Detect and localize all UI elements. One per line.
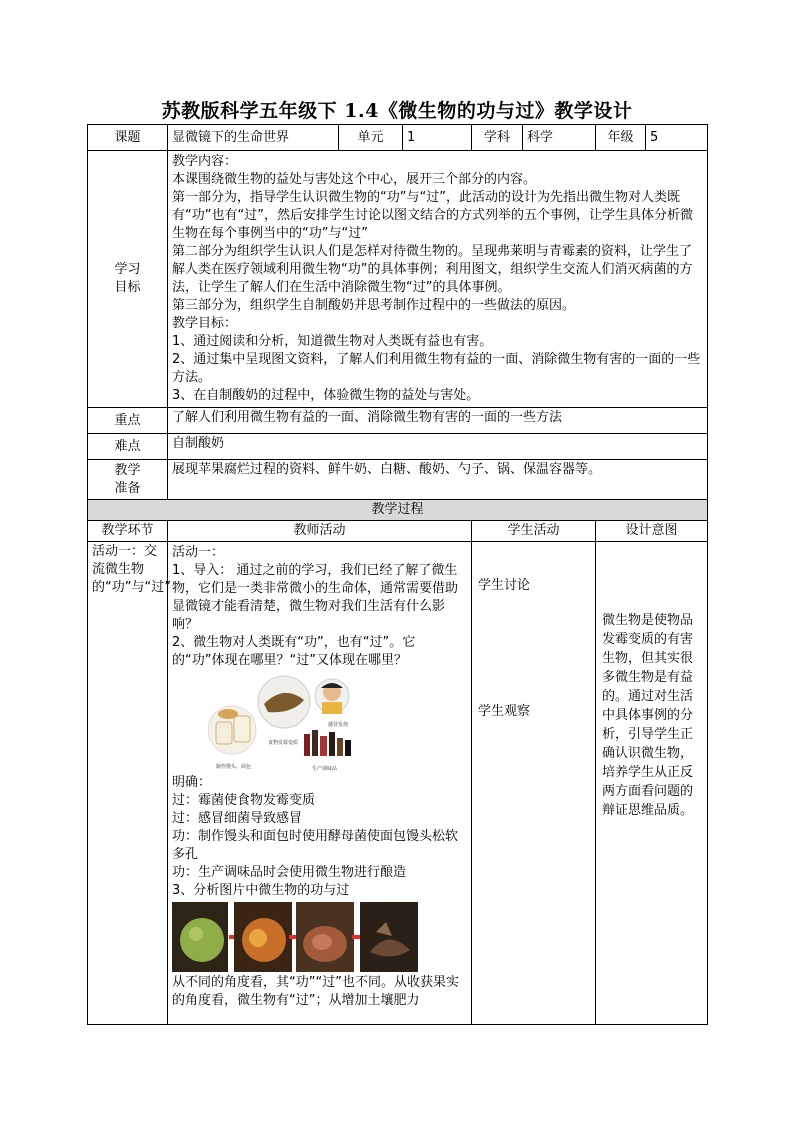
col-student: 学生活动 xyxy=(472,521,596,542)
col-intent: 设计意图 xyxy=(596,521,708,542)
goals-paragraph: 1、通过阅读和分析，知道微生物对人类既有益也有害。 xyxy=(172,334,493,349)
prep-label xyxy=(88,460,168,500)
fresh-apple-icon xyxy=(180,918,224,962)
caption-bread: 制作馒头、面包 xyxy=(216,764,252,770)
clarify-item: 过：霉菌使食物发霉变质 xyxy=(172,793,316,808)
key-row xyxy=(88,408,708,434)
bread-icon xyxy=(216,722,232,744)
topic-label: 课题 xyxy=(88,125,168,151)
goals-row xyxy=(88,151,708,408)
clarify-item: 功：制作馒头和面包时使用酵母菌使面包馒头松软多孔 xyxy=(172,829,459,862)
goals-paragraph: 2、通过集中呈现图文资料，了解人们利用微生物有益的一面、消除微生物有害的一面的一些方法。 xyxy=(172,352,701,385)
teacher-heading: 活动一： xyxy=(172,545,225,560)
difficulty-value: 自制酸奶 xyxy=(168,434,708,460)
unit-value: 1 xyxy=(403,125,472,151)
teacher-question: 2、微生物对人类既有“功”，也有“过”。它的“功”体现在哪里？“过”又体现在哪里？ xyxy=(172,635,416,668)
clarify-heading: 明确： xyxy=(172,775,212,790)
clarify-item: 过：感冒细菌导致感冒 xyxy=(172,811,303,826)
info-row xyxy=(88,125,708,151)
goals-content xyxy=(168,151,708,408)
apple-rotting-figure xyxy=(172,902,467,972)
caption-moldy-food: 食物发霉变质 xyxy=(268,740,299,746)
clarify-item: 功：生产调味品时会使用微生物进行酿造 xyxy=(172,865,407,880)
goals-paragraph: 教学内容： xyxy=(172,154,238,169)
subject-label: 学科 xyxy=(472,125,523,151)
caption-cold: 感冒发烧 xyxy=(328,722,349,728)
analysis-heading: 3、分析图片中微生物的功与过 xyxy=(172,883,350,898)
grade-label: 年级 xyxy=(596,125,646,151)
col-teacher: 教师活动 xyxy=(168,521,472,542)
activity-stage: 活动一：交流微生物的“功”与“过” xyxy=(88,542,168,1025)
col-stage: 教学环节 xyxy=(88,521,168,542)
process-columns-row xyxy=(88,521,708,542)
goals-paragraph: 3、在自制酸奶的过程中，体验微生物的益处与害处。 xyxy=(172,388,480,403)
prep-row xyxy=(88,460,708,500)
process-header: 教学过程 xyxy=(88,500,708,521)
microbe-examples-figure xyxy=(208,674,368,774)
page-title: 苏教版科学五年级下 1.4《微生物的功与过》教学设计 xyxy=(161,100,633,122)
activity-row xyxy=(88,542,708,1025)
caption-condiments: 生产调味品 xyxy=(312,766,338,772)
goals-label-line2: 目标 xyxy=(114,280,141,295)
goals-paragraph: 第一部分为，指导学生认识微生物的“功”与“过”，此活动的设计为先指出微生物对人类既有“功”也有“过”，然后安排学生讨论以图文结合的方式列举的五个事例，让学生具体分析微生物在每个事例当中的“功”与“过” xyxy=(172,190,693,241)
prep-label-line2: 准备 xyxy=(114,480,141,496)
design-intent-text: 微生物是使物品发霉变质的有害生物，但其实很多微生物是有益的。通过对生活中具体事例的分析，引导学生正确认识微生物，培养学生从正反两方面看问题的辩证思维品质。 xyxy=(602,613,694,818)
lesson-plan-table xyxy=(87,124,708,1025)
student-activity xyxy=(472,542,596,1025)
key-value: 了解人们利用微生物有益的一面、消除微生物有害的一面的一些方法 xyxy=(168,408,708,434)
goals-paragraph: 本课围绕微生物的益处与害处这个中心，展开三个部分的内容。 xyxy=(172,172,537,187)
topic-value: 显微镜下的生命世界 xyxy=(168,125,339,151)
goals-paragraph: 第三部分为，组织学生自制酸奶并思考制作过程中的一些做法的原因。 xyxy=(172,298,576,313)
teacher-activity xyxy=(168,542,472,1025)
key-label: 重点 xyxy=(88,408,168,434)
process-header-row xyxy=(88,500,708,521)
design-intent xyxy=(596,542,708,1025)
apple-rotting-sequence xyxy=(172,902,418,972)
teacher-intro: 1、导入： 通过之前的学习，我们已经了解了微生物，它们是一类非常微小的生命体，通常需要借助显微镜才能看清楚，微生物对我们生活有什么影响？ xyxy=(172,563,459,632)
analysis-text: 从不同的角度看，其“功”“过”也不同。从收获果实的角度看，微生物有“过”；从增加土壤肥力 xyxy=(172,975,459,1008)
goals-label-line1: 学习 xyxy=(114,262,141,277)
goals-label xyxy=(88,151,168,408)
grade-value: 5 xyxy=(646,125,708,151)
student-activity-discuss: 学生讨论 xyxy=(478,578,531,593)
goals-paragraph: 教学目标： xyxy=(172,316,238,331)
subject-value: 科学 xyxy=(523,125,596,151)
difficulty-row xyxy=(88,434,708,460)
prep-label-line1: 教学 xyxy=(114,462,141,478)
prep-value: 展现苹果腐烂过程的资料、鲜牛奶、白糖、酸奶、勺子、锅、保温容器等。 xyxy=(168,460,708,500)
student-activity-observe: 学生观察 xyxy=(478,704,531,719)
goals-paragraph: 第二部分为组织学生认识人们是怎样对待微生物的。呈现弗莱明与青霉素的资料，让学生了解人类在医疗领域利用微生物“功”的具体事例；利用图文，组织学生交流人们消灭病菌的方法，让学生了解人们在生活中消除微生物“过”的具体事例。 xyxy=(172,244,693,295)
difficulty-label: 难点 xyxy=(88,434,168,460)
unit-label: 单元 xyxy=(339,125,403,151)
